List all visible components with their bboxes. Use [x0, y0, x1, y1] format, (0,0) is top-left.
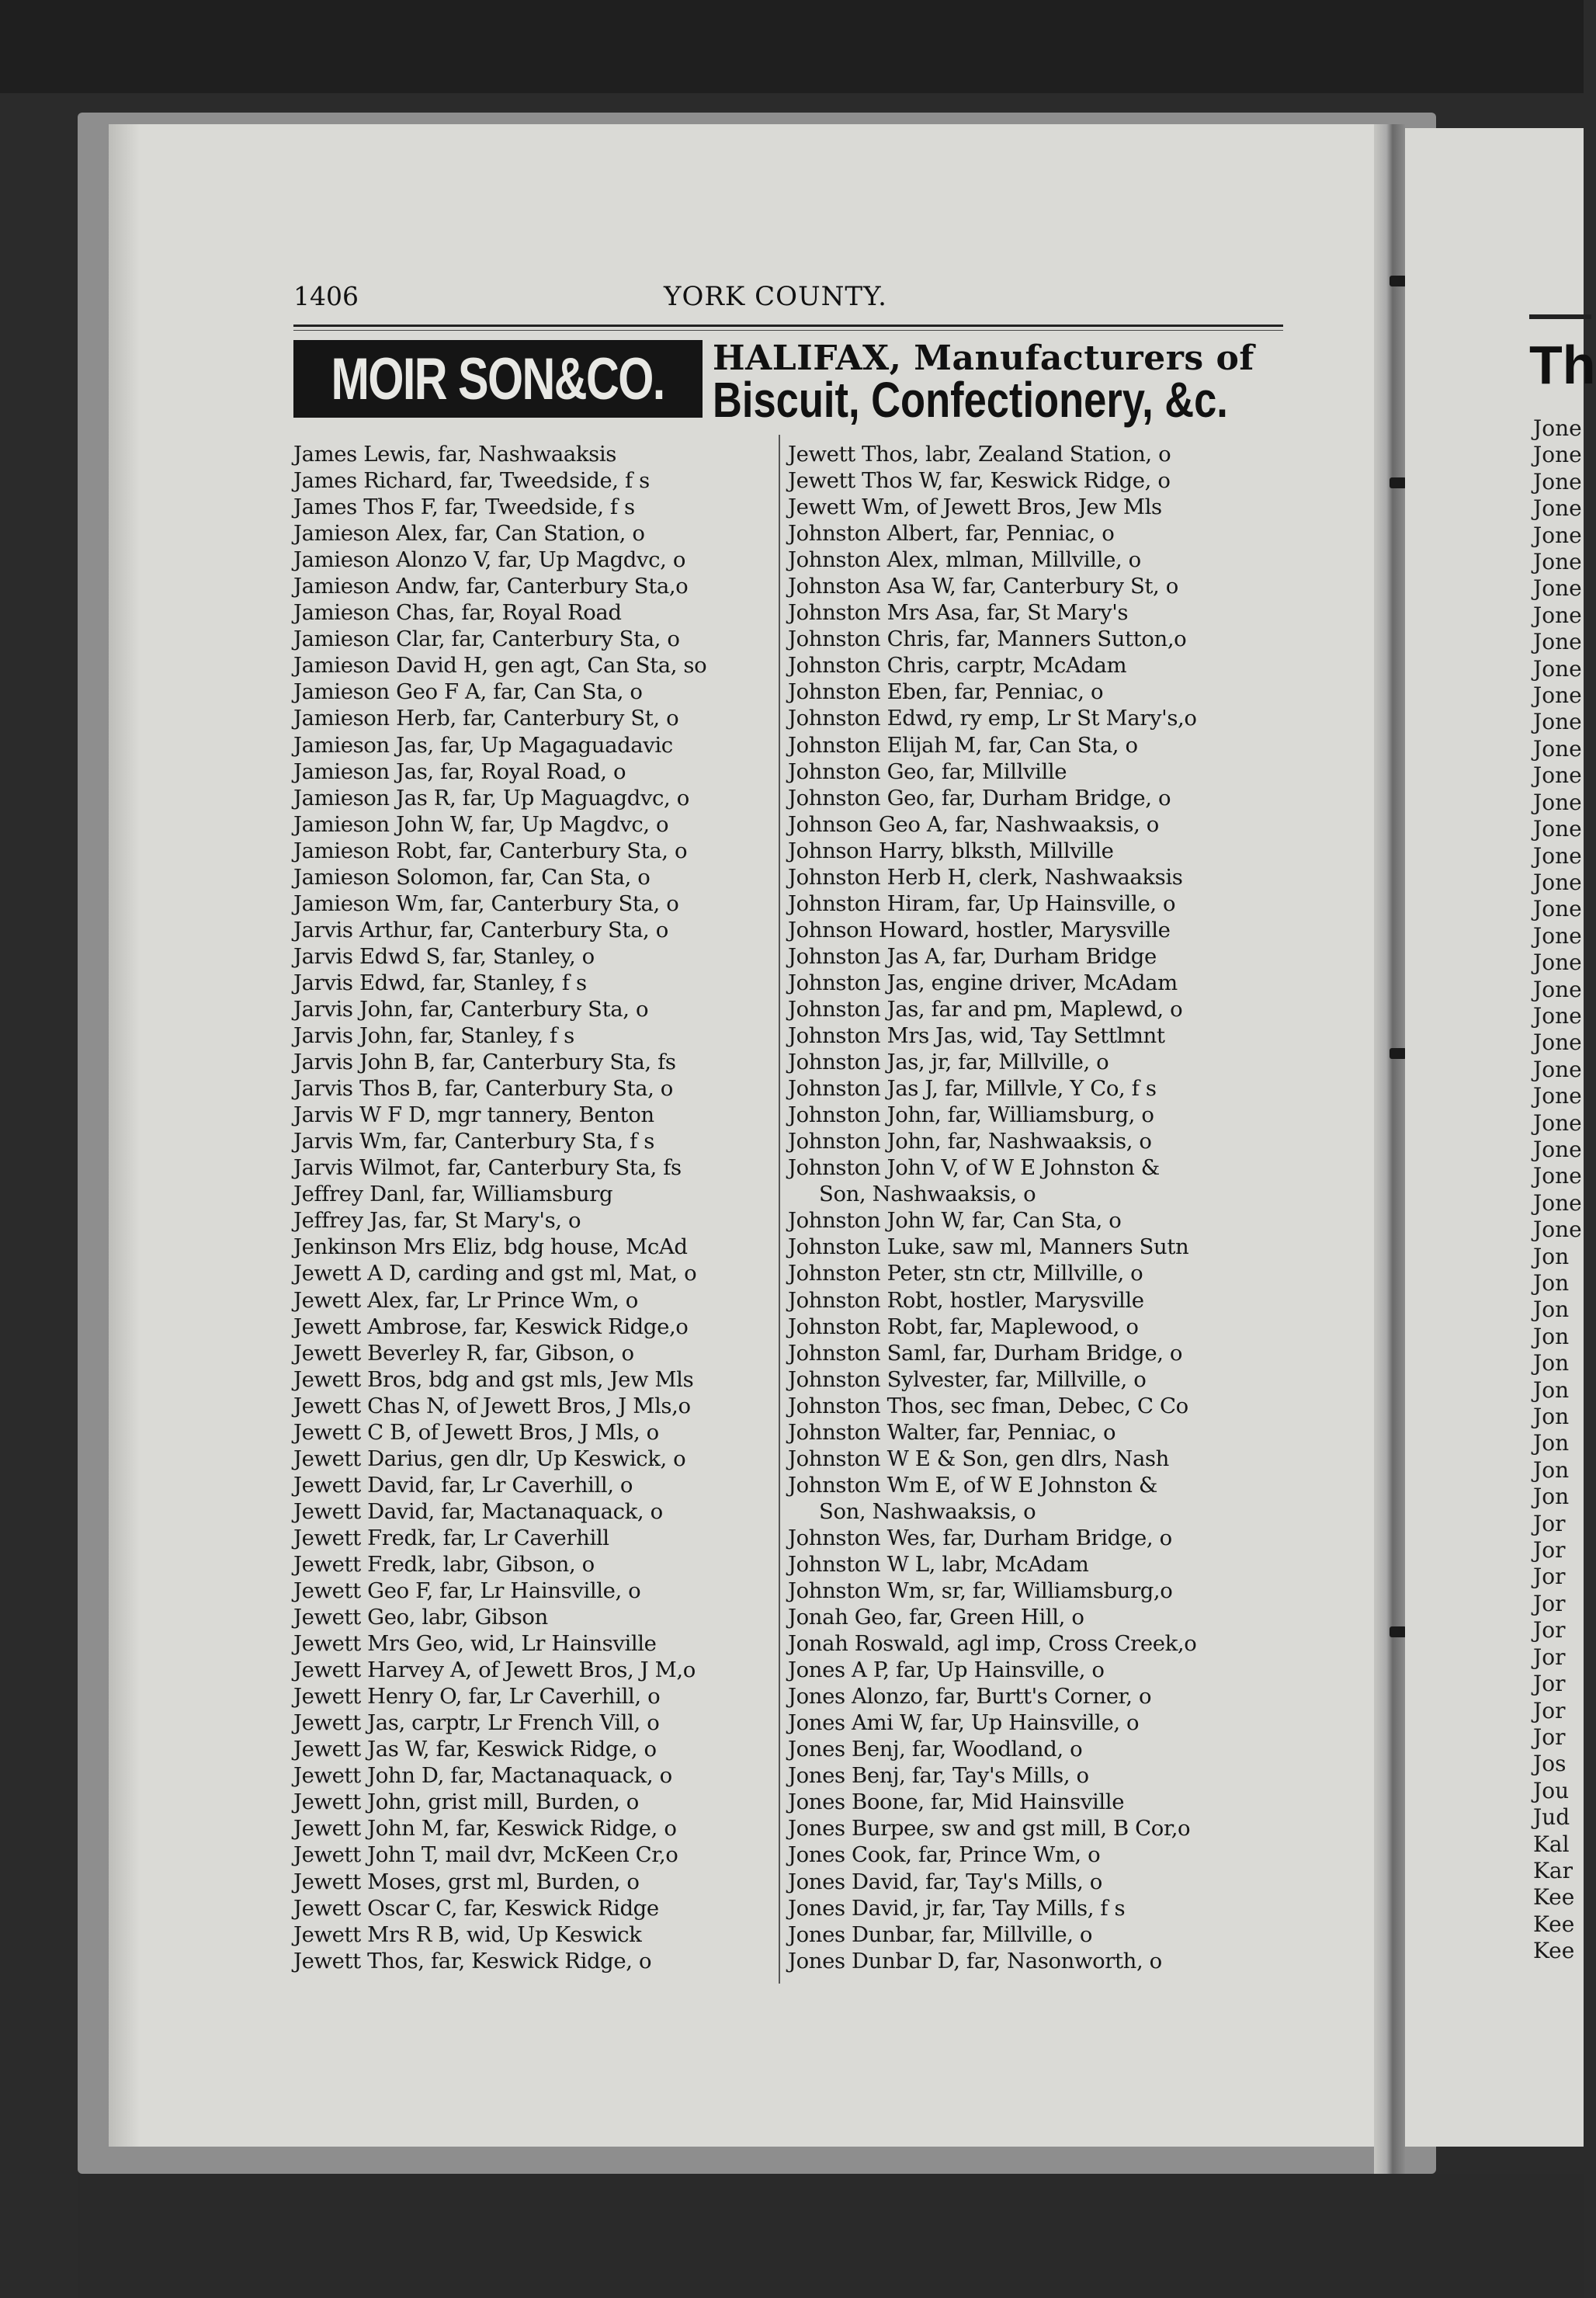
advertisement-line-2: Biscuit, Confectionery, &c. — [713, 372, 1228, 428]
directory-entry: Jewett John M, far, Keswick Ridge, o — [293, 1816, 677, 1842]
directory-entry: Jamieson John W, far, Up Magdvc, o — [293, 811, 669, 837]
right-page-entry: Jone — [1533, 1136, 1582, 1162]
right-page-entry: Jor — [1533, 1697, 1566, 1724]
directory-entry: Jewett Alex, far, Lr Prince Wm, o — [293, 1287, 638, 1313]
directory-entry: Jones Cook, far, Prince Wm, o — [788, 1842, 1101, 1868]
directory-entry: Son, Nashwaaksis, o — [819, 1182, 1036, 1207]
directory-entry: Johnston Geo, far, Durham Bridge, o — [788, 785, 1171, 811]
right-page-entry: Jone — [1533, 1056, 1582, 1082]
directory-entry: Johnston John, far, Nashwaaksis, o — [788, 1129, 1152, 1154]
directory-entry: Jewett Chas N, of Jewett Bros, J Mls,o — [293, 1393, 691, 1418]
directory-entry: Johnston Jas, far and pm, Maplewd, o — [788, 996, 1183, 1022]
right-page-entry: Jon — [1533, 1323, 1570, 1349]
directory-entry: Johnston W L, labr, McAdam — [788, 1551, 1089, 1577]
directory-entry: Johnston Mrs Asa, far, St Mary's — [788, 600, 1129, 626]
directory-entry: Jewett Thos, labr, Zealand Station, o — [788, 442, 1171, 467]
directory-entry: Jamieson Robt, far, Canterbury Sta, o — [293, 838, 688, 863]
advertisement-line-1: HALIFAX, Manufacturers of — [713, 338, 1254, 378]
right-page-entry: Jor — [1533, 1617, 1566, 1644]
right-page-entry: Jone — [1533, 976, 1582, 1002]
right-page-entry: Jone — [1533, 842, 1582, 869]
directory-entry: Jamieson Jas R, far, Up Maguagdvc, o — [293, 785, 689, 811]
directory-entry: Johnston John, far, Williamsburg, o — [788, 1102, 1154, 1128]
directory-entry: Johnston John V, of W E Johnston & — [788, 1155, 1160, 1181]
directory-entry: Jones Ami W, far, Up Hainsville, o — [788, 1710, 1140, 1736]
directory-entry: Johnston Elijah M, far, Can Sta, o — [788, 732, 1138, 758]
book-gutter — [1374, 124, 1405, 2174]
right-page-entry: Jone — [1533, 629, 1582, 655]
right-page-entry: Jone — [1533, 709, 1582, 735]
directory-entry: Jewett Thos, far, Keswick Ridge, o — [293, 1948, 652, 1973]
binding-clip — [1390, 1048, 1407, 1059]
right-page-entry: Jos — [1533, 1751, 1567, 1777]
advertisement-logo — [293, 340, 703, 418]
right-page-entry: Jone — [1533, 922, 1582, 949]
directory-entry: Jewett Darius, gen dlr, Up Keswick, o — [293, 1446, 686, 1471]
directory-entry: Johnston Asa W, far, Canterbury St, o — [788, 574, 1178, 599]
right-page-entry: Jone — [1533, 682, 1582, 709]
right-page-entry: Jone — [1533, 1002, 1582, 1029]
right-page-entry: Jud — [1533, 1804, 1570, 1831]
right-page-entries — [1533, 415, 1582, 1965]
directory-entry: Johnson Geo A, far, Nashwaaksis, o — [788, 811, 1159, 837]
directory-entry: Jewett Thos W, far, Keswick Ridge, o — [788, 468, 1171, 494]
right-page-entry: Jor — [1533, 1564, 1566, 1590]
right-page-entry: Jon — [1533, 1456, 1570, 1483]
directory-entry: James Thos F, far, Tweedside, f s — [293, 495, 635, 520]
right-page-entry: Jon — [1533, 1404, 1570, 1430]
right-page-fragment — [1405, 128, 1596, 2147]
directory-entry: Johnston Albert, far, Penniac, o — [788, 521, 1115, 547]
directory-entry: Jewett Ambrose, far, Keswick Ridge,o — [293, 1314, 689, 1339]
directory-entry: Jewett John T, mail dvr, McKeen Cr,o — [293, 1842, 678, 1868]
directory-entry: Johnston Robt, far, Maplewood, o — [788, 1314, 1139, 1339]
directory-entry: Johnston Hiram, far, Up Hainsville, o — [788, 890, 1176, 916]
right-page-entry: Jone — [1533, 1189, 1582, 1216]
scan-background — [0, 0, 1584, 93]
right-page-entry: Jon — [1533, 1376, 1570, 1403]
directory-entry: Jamieson Chas, far, Royal Road — [293, 600, 622, 626]
directory-entry: Jarvis Edwd S, far, Stanley, o — [293, 943, 595, 969]
right-page-entry: Jon — [1533, 1350, 1570, 1376]
page-edge-shadow — [109, 124, 140, 2147]
right-page-entry: Jone — [1533, 896, 1582, 922]
right-column — [788, 441, 1285, 1974]
right-page-entry: Kee — [1533, 1884, 1575, 1911]
right-page-entry: Jon — [1533, 1484, 1570, 1510]
right-page-entry: Jor — [1533, 1590, 1566, 1616]
directory-entry: Johnston Saml, far, Durham Bridge, o — [788, 1340, 1183, 1366]
right-page-rule — [1529, 314, 1591, 319]
directory-entry: Johnston Edwd, ry emp, Lr St Mary's,o — [788, 706, 1197, 731]
directory-entry: Johnston Jas A, far, Durham Bridge — [788, 943, 1157, 969]
directory-entry: James Lewis, far, Nashwaaksis — [293, 442, 616, 467]
right-page-entry: Jone — [1533, 1217, 1582, 1243]
right-page-entry: Kal — [1533, 1831, 1570, 1857]
directory-entry: Johnston Jas J, far, Millvle, Y Co, f s — [788, 1076, 1157, 1102]
directory-entry: Jewett Fredk, far, Lr Caverhill — [293, 1525, 609, 1550]
right-page-entry: Jone — [1533, 549, 1582, 575]
directory-entry: Jonah Roswald, agl imp, Cross Creek,o — [788, 1631, 1197, 1657]
directory-entry: Johnston Wm E, of W E Johnston & — [788, 1472, 1157, 1498]
directory-entry: Jamieson Geo F A, far, Can Sta, o — [293, 679, 643, 705]
binding-clip — [1390, 1626, 1407, 1637]
directory-entry: Jones Burpee, sw and gst mill, B Cor,o — [788, 1816, 1191, 1842]
directory-entry: Johnston John W, far, Can Sta, o — [788, 1208, 1122, 1234]
directory-entry: Jeffrey Jas, far, St Mary's, o — [293, 1208, 581, 1234]
right-page-entry: Jone — [1533, 1083, 1582, 1109]
right-page-entry: Jor — [1533, 1537, 1566, 1564]
directory-entry: Jamieson Wm, far, Canterbury Sta, o — [293, 890, 679, 916]
directory-entry: Johnston Alex, mlman, Millville, o — [788, 547, 1141, 573]
directory-entry: Jewett Moses, grst ml, Burden, o — [293, 1869, 640, 1894]
right-page-entry: Jor — [1533, 1671, 1566, 1697]
directory-entry: Jones A P, far, Up Hainsville, o — [788, 1658, 1105, 1683]
right-page-entry: Jor — [1533, 1510, 1566, 1536]
directory-entry: Jamieson David H, gen agt, Can Sta, so — [293, 653, 707, 679]
directory-entry: Jarvis Arthur, far, Canterbury Sta, o — [293, 917, 668, 942]
right-page-entry: Jone — [1533, 442, 1582, 468]
right-page-entry: Jone — [1533, 575, 1582, 602]
directory-entry: Jamieson Herb, far, Canterbury St, o — [293, 706, 679, 731]
directory-entry: Jewett Henry O, far, Lr Caverhill, o — [293, 1684, 661, 1710]
directory-entry: Johnston Peter, stn ctr, Millville, o — [788, 1261, 1143, 1286]
directory-entry: Jewett Harvey A, of Jewett Bros, J M,o — [293, 1658, 696, 1683]
directory-entry: Jones Benj, far, Woodland, o — [788, 1737, 1083, 1762]
directory-entry: Jewett Oscar C, far, Keswick Ridge — [293, 1895, 659, 1921]
binding-clip — [1390, 477, 1407, 488]
directory-entry: Jarvis Thos B, far, Canterbury Sta, o — [293, 1076, 673, 1102]
directory-entry: Jewett Beverley R, far, Gibson, o — [293, 1340, 634, 1366]
right-page-entry: Jone — [1533, 468, 1582, 495]
directory-entry: Jewett Fredk, labr, Gibson, o — [293, 1551, 595, 1577]
scan-bottom-background — [78, 2174, 1584, 2298]
right-page-entry: Jone — [1533, 495, 1582, 522]
directory-entry: Jewett Jas W, far, Keswick Ridge, o — [293, 1737, 657, 1762]
right-page-entry: Jone — [1533, 762, 1582, 789]
directory-entry: Johnston Wm, sr, far, Williamsburg,o — [788, 1578, 1173, 1604]
header-rule — [293, 325, 1283, 327]
directory-entry: Jamieson Solomon, far, Can Sta, o — [293, 864, 651, 890]
right-page-entry: Jone — [1533, 869, 1582, 895]
directory-entry: Jamieson Alonzo V, far, Up Magdvc, o — [293, 547, 685, 573]
right-page-entry: Jone — [1533, 949, 1582, 976]
directory-entry: Jewett C B, of Jewett Bros, J Mls, o — [293, 1419, 659, 1445]
directory-entry: Jeffrey Danl, far, Williamsburg — [293, 1182, 613, 1207]
directory-entry: Johnston Eben, far, Penniac, o — [788, 679, 1104, 705]
directory-entry: Son, Nashwaaksis, o — [819, 1498, 1036, 1524]
right-page-entry: Jor — [1533, 1724, 1566, 1750]
right-page-entry: Jon — [1533, 1243, 1570, 1269]
right-page-entry: Jone — [1533, 735, 1582, 762]
right-page-entry: Jone — [1533, 1029, 1582, 1056]
directory-entry: Jewett David, far, Mactanaquack, o — [293, 1498, 663, 1524]
right-page-entry: Kee — [1533, 1938, 1575, 1964]
directory-entry: Jewett Mrs Geo, wid, Lr Hainsville — [293, 1631, 657, 1657]
right-page-entry: Jor — [1533, 1644, 1566, 1670]
directory-entry: Johnston Geo, far, Millville — [788, 758, 1067, 784]
right-page-entry: Jon — [1533, 1297, 1570, 1323]
right-page-entry: Jone — [1533, 602, 1582, 628]
directory-entry: Jones Alonzo, far, Burtt's Corner, o — [788, 1684, 1152, 1710]
directory-entry: Jewett Geo F, far, Lr Hainsville, o — [293, 1578, 641, 1604]
right-page-entry: Jone — [1533, 655, 1582, 682]
directory-entry: Johnston Wes, far, Durham Bridge, o — [788, 1525, 1172, 1550]
right-page-entry: Jon — [1533, 1430, 1570, 1456]
directory-entry: Johnston Chris, far, Manners Sutton,o — [788, 627, 1187, 652]
directory-entry: Jamieson Jas, far, Up Magaguadavic — [293, 732, 673, 758]
right-page-entry: Jon — [1533, 1270, 1570, 1296]
directory-entry: Jarvis John, far, Stanley, f s — [293, 1023, 574, 1049]
directory-entry: Jenkinson Mrs Eliz, bdg house, McAd — [293, 1234, 688, 1260]
directory-entry: Jarvis John, far, Canterbury Sta, o — [293, 996, 649, 1022]
running-head: YORK COUNTY. — [664, 281, 887, 312]
right-page-entry: Jone — [1533, 816, 1582, 842]
directory-entry: Jones Dunbar D, far, Nasonworth, o — [788, 1948, 1162, 1973]
directory-entry: Johnston Thos, sec fman, Debec, C Co — [788, 1393, 1188, 1418]
directory-entry: Jewett Bros, bdg and gst mls, Jew Mls — [293, 1366, 694, 1392]
directory-entry: Jewett Wm, of Jewett Bros, Jew Mls — [788, 495, 1162, 520]
page-number: 1406 — [293, 281, 359, 311]
right-page-entry: Jou — [1533, 1777, 1570, 1803]
directory-entry: Jarvis Wm, far, Canterbury Sta, f s — [293, 1129, 654, 1154]
directory-entry: Johnston W E & Son, gen dlrs, Nash — [788, 1446, 1169, 1471]
directory-entry: Jewett John, grist mill, Burden, o — [293, 1789, 639, 1815]
right-page-entry: Jone — [1533, 522, 1582, 548]
directory-entry: Johnston Mrs Jas, wid, Tay Settlmnt — [788, 1023, 1165, 1049]
right-page-entry: Jone — [1533, 415, 1582, 441]
directory-entry: Johnston Jas, jr, far, Millville, o — [788, 1050, 1109, 1075]
directory-entry: Jewett Mrs R B, wid, Up Keswick — [293, 1921, 642, 1947]
directory-entry: Johnston Luke, saw ml, Manners Sutn — [788, 1234, 1189, 1260]
directory-entry: Jewett John D, far, Mactanaquack, o — [293, 1763, 672, 1789]
directory-entry: Jones Boone, far, Mid Hainsville — [788, 1789, 1125, 1815]
directory-entry: Jamieson Alex, far, Can Station, o — [293, 521, 645, 547]
header-rule-thin — [293, 330, 1283, 331]
right-page-entry: Jone — [1533, 1109, 1582, 1136]
directory-entry: Jamieson Clar, far, Canterbury Sta, o — [293, 627, 680, 652]
advertisement-company: MOIR SON&CO. — [331, 345, 665, 412]
directory-entry: Jarvis W F D, mgr tannery, Benton — [293, 1102, 654, 1128]
directory-entry: Jewett David, far, Lr Caverhill, o — [293, 1472, 633, 1498]
directory-entry: Johnston Jas, engine driver, McAdam — [788, 970, 1178, 995]
directory-entry: Johnston Herb H, clerk, Nashwaaksis — [788, 864, 1183, 890]
directory-entry: Johnston Chris, carptr, McAdam — [788, 653, 1127, 679]
directory-entry: Jarvis Edwd, far, Stanley, f s — [293, 970, 587, 995]
right-page-entry: Kar — [1533, 1857, 1573, 1883]
binding-clip — [1390, 276, 1407, 286]
directory-entry: Jewett Geo, labr, Gibson — [293, 1605, 548, 1630]
directory-entry: James Richard, far, Tweedside, f s — [293, 468, 650, 494]
directory-entry: Jewett Jas, carptr, Lr French Vill, o — [293, 1710, 660, 1736]
directory-entry: Jewett A D, carding and gst ml, Mat, o — [293, 1261, 697, 1286]
directory-entry: Jarvis John B, far, Canterbury Sta, fs — [293, 1050, 676, 1075]
right-page-entry: Jone — [1533, 789, 1582, 815]
right-page-entry: Jone — [1533, 1163, 1582, 1189]
directory-entry: Johnston Walter, far, Penniac, o — [788, 1419, 1116, 1445]
directory-entry: Jones Dunbar, far, Millville, o — [788, 1921, 1093, 1947]
right-page-heading: Th — [1529, 335, 1596, 395]
left-column — [293, 441, 771, 1974]
directory-entry: Johnston Sylvester, far, Millville, o — [788, 1366, 1147, 1392]
column-divider — [779, 435, 780, 1984]
right-page-entry: Kee — [1533, 1911, 1575, 1937]
directory-entry: Jamieson Jas, far, Royal Road, o — [293, 758, 626, 784]
directory-entry: Johnson Howard, hostler, Marysville — [788, 917, 1171, 942]
directory-entry: Jones David, jr, far, Tay Mills, f s — [788, 1895, 1126, 1921]
directory-entry: Jamieson Andw, far, Canterbury Sta,o — [293, 574, 689, 599]
directory-entry: Johnston Robt, hostler, Marysville — [788, 1287, 1144, 1313]
directory-entry: Johnson Harry, blksth, Millville — [788, 838, 1114, 863]
directory-entry: Jones David, far, Tay's Mills, o — [788, 1869, 1102, 1894]
directory-entry: Jonah Geo, far, Green Hill, o — [788, 1605, 1084, 1630]
directory-entry: Jones Benj, far, Tay's Mills, o — [788, 1763, 1089, 1789]
directory-entry: Jarvis Wilmot, far, Canterbury Sta, fs — [293, 1155, 682, 1181]
